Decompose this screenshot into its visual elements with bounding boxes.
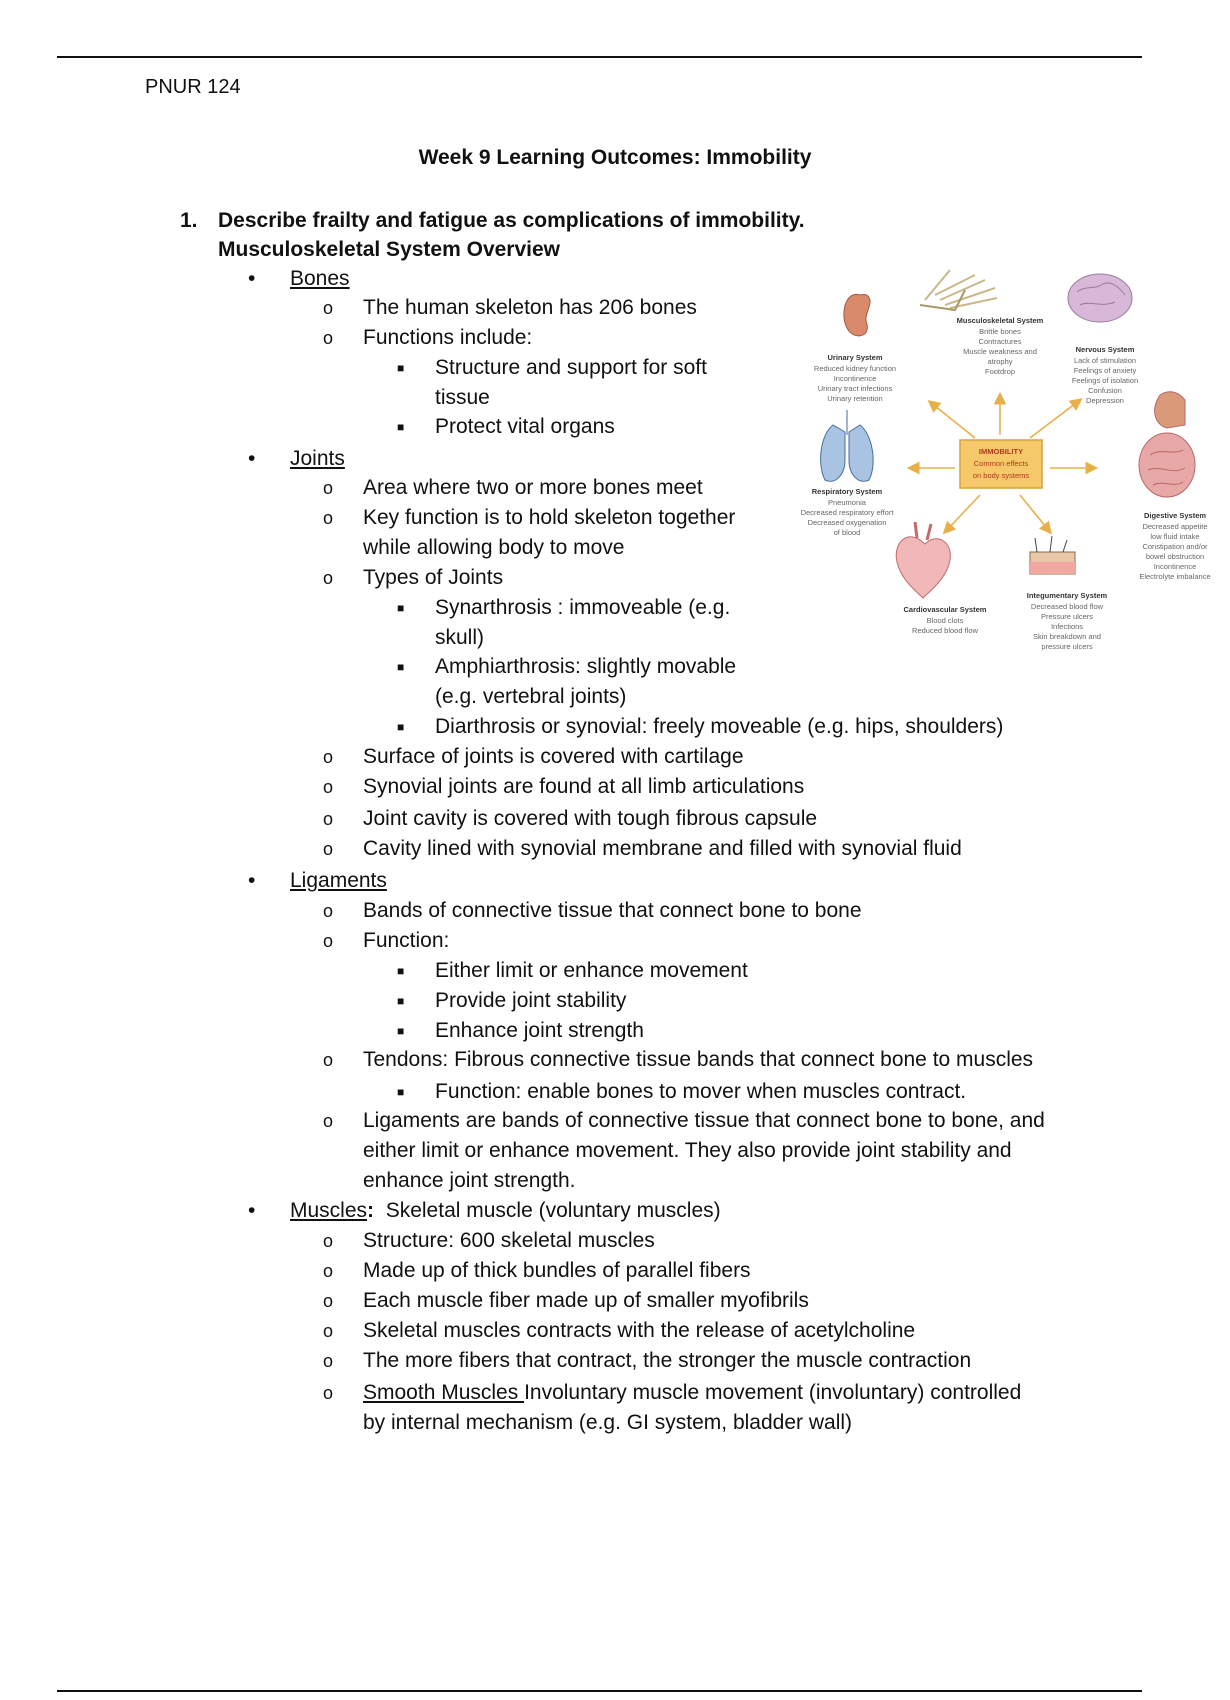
bullet-circle: o [323, 1351, 334, 1371]
nervous-effect: Confusion [1088, 386, 1122, 395]
bullet-square: ■ [397, 720, 405, 734]
bullet-dot: • [248, 267, 256, 290]
center-label: on body systems [972, 471, 1030, 480]
list-item: Area where two or more bones meet [363, 476, 703, 499]
bullet-circle: o [323, 1231, 334, 1251]
urinary-effect: Urinary retention [827, 394, 883, 403]
arrow [1030, 400, 1080, 438]
list-item: Amphiarthrosis: slightly movable [435, 655, 737, 678]
smooth-muscles-label: Smooth Muscles [363, 1381, 525, 1404]
ligaments-heading: Ligaments [290, 869, 387, 892]
bullet-square: ■ [397, 1085, 405, 1099]
cardiovascular-title: Cardiovascular System [903, 605, 987, 614]
nervous-effect: Lack of stimulation [1073, 356, 1137, 365]
bullet-circle: o [323, 298, 334, 318]
bullet-circle: o [323, 839, 334, 859]
musculoskeletal-effect: Muscle weakness and [963, 347, 1037, 356]
urinary-title: Urinary System [827, 353, 883, 362]
digestive-effect: low fluid intake [1150, 532, 1200, 541]
bullet-circle: o [323, 328, 334, 348]
list-item: Synarthrosis : immoveable (e.g. [435, 596, 731, 619]
joints-heading: Joints [290, 447, 345, 470]
skeletal-hand-icon [920, 270, 997, 310]
list-item: Synovial joints are found at all limb articulations [363, 775, 805, 798]
skin-icon [1030, 536, 1075, 574]
kidney-icon [844, 294, 870, 336]
bullet-circle: o [323, 508, 334, 528]
digestive-title: Digestive System [1143, 511, 1207, 520]
bullet-circle: o [323, 931, 334, 951]
bullet-circle: o [323, 1050, 334, 1070]
center-label: IMMOBILITY [978, 447, 1024, 456]
digestive-effect: Incontinence [1153, 562, 1197, 571]
list-item: Protect vital organs [435, 415, 615, 438]
outcome-subheading: Musculoskeletal System Overview [218, 238, 560, 261]
bullet-circle: o [323, 1321, 334, 1341]
bullet-circle: o [323, 568, 334, 588]
integumentary-title: Integumentary System [1026, 591, 1108, 600]
bullet-square: ■ [397, 964, 405, 978]
list-item-continued: skull) [435, 626, 485, 649]
digestive-icon [1139, 392, 1195, 497]
respiratory-title: Respiratory System [811, 487, 883, 496]
bullet-circle: o [323, 901, 334, 921]
integumentary-effect: Infections [1050, 622, 1084, 631]
outcome-number: 1. [180, 209, 198, 232]
muscles-heading: Muscles [290, 1199, 368, 1222]
arrow [1020, 495, 1050, 532]
musculoskeletal-title: Musculoskeletal System [956, 316, 1044, 325]
list-item: Ligaments are bands of connective tissue that connect bone to bone, and [363, 1109, 1045, 1132]
musculoskeletal-effect: Brittle bones [979, 327, 1021, 336]
bullet-square: ■ [397, 361, 405, 375]
list-item-continued: by internal mechanism (e.g. GI system, bladder wall) [363, 1411, 853, 1434]
top-rule [57, 56, 1142, 58]
nervous-effect: Depression [1086, 396, 1124, 405]
arrow [945, 495, 980, 532]
list-item: Tendons: Fibrous connective tissue bands that connect bone to muscles [363, 1048, 1034, 1071]
lungs-icon [821, 410, 874, 481]
list-item: Skeletal muscles contracts with the release of acetylcholine [363, 1319, 916, 1342]
bullet-dot: • [248, 447, 256, 470]
immobility-effects-figure [800, 240, 1211, 670]
bullet-circle: o [323, 1261, 334, 1281]
integumentary-effect: Decreased blood flow [1030, 602, 1104, 611]
urinary-effect: Reduced kidney function [813, 364, 897, 373]
list-item: Structure and support for soft [435, 356, 707, 379]
heart-icon [896, 537, 950, 598]
outcome-text: Describe frailty and fatigue as complications of immobility. [218, 209, 805, 232]
nervous-title: Nervous System [1075, 345, 1135, 354]
list-item: Joint cavity is covered with tough fibrous capsule [363, 807, 818, 830]
muscles-heading-rest: Skeletal muscle (voluntary muscles) [374, 1199, 721, 1222]
course-code: PNUR 124 [145, 76, 241, 98]
bullet-dot: • [248, 1199, 256, 1222]
bullet-dot: • [248, 869, 256, 892]
list-item: Types of Joints [363, 566, 504, 589]
list-item: Diarthrosis or synovial: freely moveable (e.g. hips, shoulders) [435, 715, 1004, 738]
musculoskeletal-effect: Contractures [978, 337, 1022, 346]
nervous-effect: Feelings of anxiety [1073, 366, 1137, 375]
bullet-circle: o [323, 478, 334, 498]
arrow [930, 402, 975, 438]
list-item: Key function is to hold skeleton together [363, 506, 736, 529]
respiratory-effect: Pneumonia [828, 498, 866, 507]
bullet-circle: o [323, 1291, 334, 1311]
bones-heading: Bones [290, 267, 350, 290]
list-item: Surface of joints is covered with cartilage [363, 745, 744, 768]
list-item: The human skeleton has 206 bones [363, 296, 697, 319]
integumentary-effect: pressure ulcers [1041, 642, 1093, 651]
brain-icon [1068, 274, 1132, 322]
respiratory-effect: of blood [833, 528, 861, 537]
list-item: Cavity lined with synovial membrane and filled with synovial fluid [363, 837, 962, 860]
bullet-square: ■ [397, 420, 405, 434]
bullet-circle: o [323, 777, 334, 797]
list-item-continued: (e.g. vertebral joints) [435, 685, 627, 708]
integumentary-effect: Pressure ulcers [1040, 612, 1094, 621]
list-item: Each muscle fiber made up of smaller myofibrils [363, 1289, 809, 1312]
cardiovascular-effect: Blood clots [926, 616, 964, 625]
bullet-square: ■ [397, 994, 405, 1008]
list-item: The more fibers that contract, the stronger the muscle contraction [363, 1349, 972, 1372]
center-label: Common effects [973, 459, 1029, 468]
list-item: Either limit or enhance movement [435, 959, 748, 982]
list-item-continued: tissue [435, 386, 490, 409]
list-item: Made up of thick bundles of parallel fibers [363, 1259, 751, 1282]
bullet-circle: o [323, 809, 334, 829]
smooth-muscles-text: Involuntary muscle movement (involuntary) controlled [524, 1381, 1022, 1404]
digestive-effect: Constipation and/or [1142, 542, 1208, 551]
nervous-effect: Feelings of isolation [1071, 376, 1139, 385]
list-item: Structure: 600 skeletal muscles [363, 1229, 655, 1252]
musculoskeletal-effect: atrophy [987, 357, 1013, 366]
bullet-circle: o [323, 1111, 334, 1131]
musculoskeletal-effect: Footdrop [984, 367, 1016, 376]
bullet-square: ■ [397, 660, 405, 674]
urinary-effect: Incontinence [833, 374, 877, 383]
list-item: Bands of connective tissue that connect bone to bone [363, 899, 862, 922]
list-item: Enhance joint strength [435, 1019, 644, 1042]
respiratory-effect: Decreased oxygenation [807, 518, 887, 527]
list-item: Provide joint stability [435, 989, 627, 1012]
integumentary-effect: Skin breakdown and [1033, 632, 1101, 641]
bullet-circle: o [323, 1383, 334, 1403]
list-item: Function: enable bones to mover when muscles contract. [435, 1080, 967, 1103]
list-item: Functions include: [363, 326, 533, 349]
list-item-continued: either limit or enhance movement. They also provide joint stability and [363, 1139, 1012, 1162]
list-item [363, 1378, 1021, 1408]
cardiovascular-effect: Reduced blood flow [912, 626, 978, 635]
digestive-effect: bowel obstruction [1145, 552, 1205, 561]
list-item-continued: enhance joint strength. [363, 1169, 576, 1192]
bullet-square: ■ [397, 601, 405, 615]
bottom-rule [57, 1690, 1142, 1692]
bullet-circle: o [323, 747, 334, 767]
digestive-effect: Electrolyte imbalance [1139, 572, 1211, 581]
digestive-effect: Decreased appetite [1142, 522, 1208, 531]
respiratory-effect: Decreased respiratory effort [800, 508, 894, 517]
bullet-square: ■ [397, 1024, 405, 1038]
list-item: Function: [363, 929, 450, 952]
urinary-effect: Urinary tract infections [817, 384, 893, 393]
list-item-continued: while allowing body to move [363, 536, 625, 559]
muscles-heading-line [290, 1196, 721, 1226]
page-title: Week 9 Learning Outcomes: Immobility [418, 146, 812, 169]
muscles-colon: : [367, 1199, 375, 1222]
